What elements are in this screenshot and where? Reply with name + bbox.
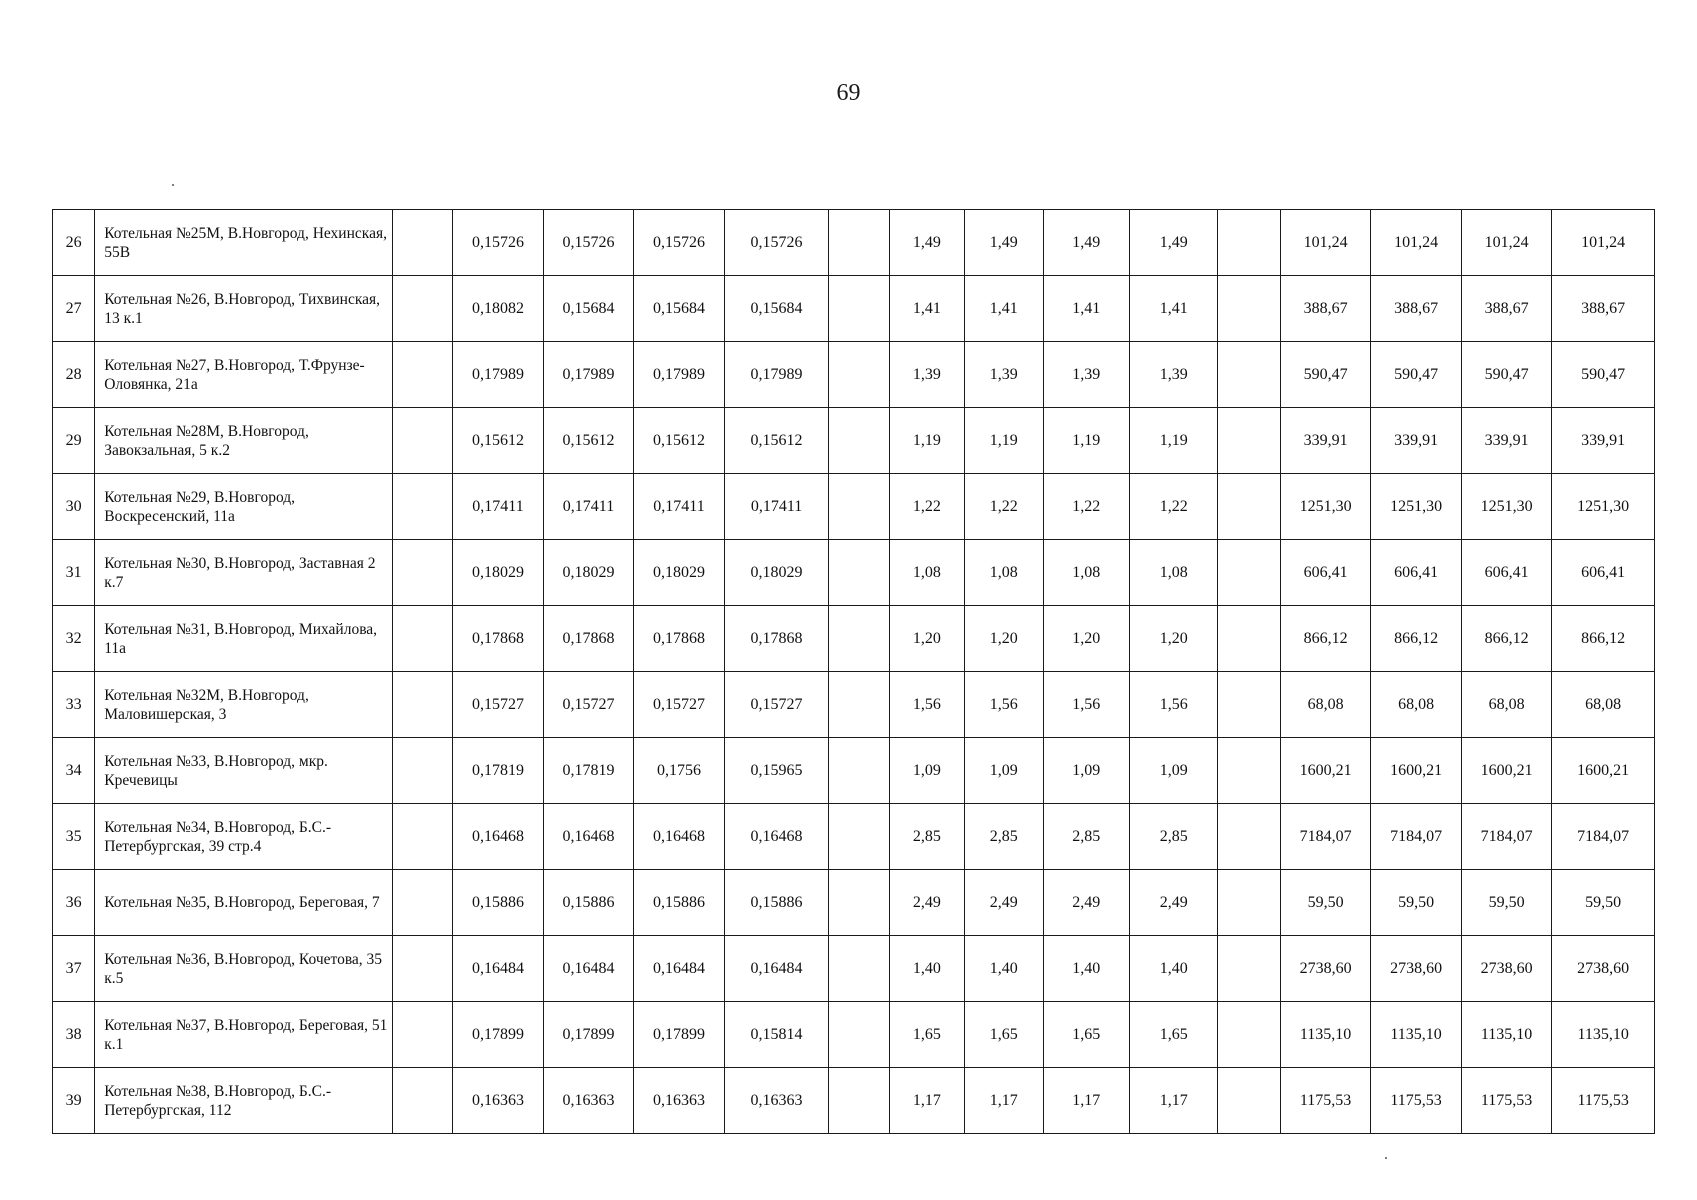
- value-cell: 1,41: [889, 276, 964, 342]
- empty-cell: [1218, 474, 1280, 540]
- boiler-name-cell: Котельная №37, В.Новгород, Береговая, 51 к.1: [95, 1002, 393, 1068]
- boiler-name-cell: Котельная №34, В.Новгород, Б.С.-Петербургская, 39 стр.4: [95, 804, 393, 870]
- value-cell: 68,08: [1461, 672, 1552, 738]
- table-body: [53, 210, 1655, 1134]
- boiler-name-cell: Котельная №32М, В.Новгород, Маловишерская, 3: [95, 672, 393, 738]
- empty-cell: [829, 210, 889, 276]
- value-cell: 0,16484: [634, 936, 725, 1002]
- value-cell: 1,09: [1129, 738, 1217, 804]
- boiler-name-cell: Котельная №28М, В.Новгород, Завокзальная, 5 к.2: [95, 408, 393, 474]
- value-cell: 0,16468: [634, 804, 725, 870]
- value-cell: 0,15886: [634, 870, 725, 936]
- row-index-cell: 38: [53, 1002, 95, 1068]
- empty-cell: [1218, 1002, 1280, 1068]
- value-cell: 606,41: [1552, 540, 1655, 606]
- value-cell: 1,17: [1129, 1068, 1217, 1134]
- empty-cell: [829, 342, 889, 408]
- boiler-name-cell: Котельная №29, В.Новгород, Воскресенский, 11а: [95, 474, 393, 540]
- value-cell: 1,19: [965, 408, 1043, 474]
- value-cell: 0,18029: [543, 540, 634, 606]
- value-cell: 0,16363: [724, 1068, 829, 1134]
- empty-cell: [829, 408, 889, 474]
- empty-cell: [392, 1002, 452, 1068]
- value-cell: 866,12: [1371, 606, 1462, 672]
- empty-cell: [392, 540, 452, 606]
- value-cell: 2738,60: [1371, 936, 1462, 1002]
- value-cell: 1,22: [1043, 474, 1129, 540]
- value-cell: 1,41: [1043, 276, 1129, 342]
- empty-cell: [1218, 1068, 1280, 1134]
- value-cell: 606,41: [1461, 540, 1552, 606]
- empty-cell: [392, 606, 452, 672]
- value-cell: 1,08: [1043, 540, 1129, 606]
- empty-cell: [392, 804, 452, 870]
- value-cell: 1,39: [965, 342, 1043, 408]
- value-cell: 1135,10: [1371, 1002, 1462, 1068]
- value-cell: 1,56: [965, 672, 1043, 738]
- table-row: [53, 936, 1655, 1002]
- value-cell: 0,15612: [453, 408, 544, 474]
- scan-speck: [1385, 1157, 1387, 1159]
- value-cell: 1,40: [965, 936, 1043, 1002]
- boiler-name-cell: Котельная №33, В.Новгород, мкр. Кречевицы: [95, 738, 393, 804]
- table-row: [53, 738, 1655, 804]
- value-cell: 1,49: [965, 210, 1043, 276]
- value-cell: 7184,07: [1552, 804, 1655, 870]
- value-cell: 68,08: [1280, 672, 1371, 738]
- value-cell: 0,15684: [543, 276, 634, 342]
- value-cell: 866,12: [1280, 606, 1371, 672]
- value-cell: 1,65: [889, 1002, 964, 1068]
- value-cell: 0,18082: [453, 276, 544, 342]
- value-cell: 0,17989: [453, 342, 544, 408]
- table-row: [53, 606, 1655, 672]
- value-cell: 388,67: [1371, 276, 1462, 342]
- value-cell: 339,91: [1280, 408, 1371, 474]
- value-cell: 1175,53: [1461, 1068, 1552, 1134]
- boiler-name-cell: Котельная №38, В.Новгород, Б.С.-Петербургская, 112: [95, 1068, 393, 1134]
- value-cell: 1175,53: [1371, 1068, 1462, 1134]
- value-cell: 1,09: [889, 738, 964, 804]
- empty-cell: [829, 804, 889, 870]
- value-cell: 7184,07: [1280, 804, 1371, 870]
- value-cell: 2,85: [965, 804, 1043, 870]
- row-index-cell: 30: [53, 474, 95, 540]
- value-cell: 1251,30: [1461, 474, 1552, 540]
- table-row: [53, 1002, 1655, 1068]
- value-cell: 0,18029: [453, 540, 544, 606]
- value-cell: 388,67: [1461, 276, 1552, 342]
- value-cell: 68,08: [1371, 672, 1462, 738]
- value-cell: 0,18029: [724, 540, 829, 606]
- empty-cell: [1218, 342, 1280, 408]
- value-cell: 7184,07: [1461, 804, 1552, 870]
- value-cell: 1,56: [1043, 672, 1129, 738]
- value-cell: 1,39: [1043, 342, 1129, 408]
- value-cell: 0,15814: [724, 1002, 829, 1068]
- value-cell: 339,91: [1371, 408, 1462, 474]
- row-index-cell: 27: [53, 276, 95, 342]
- value-cell: 0,15726: [453, 210, 544, 276]
- value-cell: 0,17899: [453, 1002, 544, 1068]
- value-cell: 101,24: [1461, 210, 1552, 276]
- empty-cell: [392, 738, 452, 804]
- table-row: [53, 870, 1655, 936]
- value-cell: 590,47: [1461, 342, 1552, 408]
- empty-cell: [829, 870, 889, 936]
- empty-cell: [392, 1068, 452, 1134]
- value-cell: 0,17868: [634, 606, 725, 672]
- value-cell: 0,15965: [724, 738, 829, 804]
- value-cell: 1600,21: [1280, 738, 1371, 804]
- value-cell: 1,20: [1129, 606, 1217, 672]
- value-cell: 0,16468: [453, 804, 544, 870]
- empty-cell: [392, 936, 452, 1002]
- value-cell: 0,17819: [453, 738, 544, 804]
- value-cell: 0,16468: [724, 804, 829, 870]
- value-cell: 0,1756: [634, 738, 725, 804]
- table-row: [53, 1068, 1655, 1134]
- value-cell: 1175,53: [1552, 1068, 1655, 1134]
- row-index-cell: 26: [53, 210, 95, 276]
- value-cell: 0,17411: [543, 474, 634, 540]
- value-cell: 0,16484: [724, 936, 829, 1002]
- value-cell: 0,15684: [724, 276, 829, 342]
- value-cell: 0,15612: [634, 408, 725, 474]
- row-index-cell: 35: [53, 804, 95, 870]
- boiler-name-cell: Котельная №30, В.Новгород, Заставная 2 к.7: [95, 540, 393, 606]
- value-cell: 1,49: [889, 210, 964, 276]
- value-cell: 1,17: [889, 1068, 964, 1134]
- table-row: [53, 276, 1655, 342]
- table-row: [53, 672, 1655, 738]
- value-cell: 1600,21: [1552, 738, 1655, 804]
- boiler-name-cell: Котельная №27, В.Новгород, Т.Фрунзе-Оловянка, 21а: [95, 342, 393, 408]
- empty-cell: [1218, 276, 1280, 342]
- value-cell: 101,24: [1280, 210, 1371, 276]
- scan-speck: [172, 184, 174, 186]
- value-cell: 0,18029: [634, 540, 725, 606]
- value-cell: 1,20: [1043, 606, 1129, 672]
- value-cell: 339,91: [1461, 408, 1552, 474]
- value-cell: 0,17411: [634, 474, 725, 540]
- empty-cell: [392, 474, 452, 540]
- value-cell: 0,15726: [634, 210, 725, 276]
- value-cell: 1,08: [965, 540, 1043, 606]
- value-cell: 0,15727: [543, 672, 634, 738]
- value-cell: 0,15886: [453, 870, 544, 936]
- boiler-name-cell: Котельная №25М, В.Новгород, Нехинская, 55В: [95, 210, 393, 276]
- empty-cell: [829, 606, 889, 672]
- value-cell: 0,16363: [453, 1068, 544, 1134]
- value-cell: 1,65: [1129, 1002, 1217, 1068]
- value-cell: 1,08: [1129, 540, 1217, 606]
- value-cell: 0,17989: [543, 342, 634, 408]
- row-index-cell: 32: [53, 606, 95, 672]
- value-cell: 1,22: [889, 474, 964, 540]
- empty-cell: [829, 738, 889, 804]
- value-cell: 1,41: [965, 276, 1043, 342]
- value-cell: 59,50: [1280, 870, 1371, 936]
- empty-cell: [1218, 210, 1280, 276]
- value-cell: 1,49: [1129, 210, 1217, 276]
- row-index-cell: 36: [53, 870, 95, 936]
- value-cell: 1,20: [965, 606, 1043, 672]
- empty-cell: [1218, 936, 1280, 1002]
- value-cell: 0,15727: [453, 672, 544, 738]
- empty-cell: [1218, 738, 1280, 804]
- value-cell: 2738,60: [1461, 936, 1552, 1002]
- value-cell: 2,85: [889, 804, 964, 870]
- value-cell: 0,17819: [543, 738, 634, 804]
- value-cell: 2738,60: [1280, 936, 1371, 1002]
- value-cell: 866,12: [1552, 606, 1655, 672]
- value-cell: 1,22: [965, 474, 1043, 540]
- value-cell: 68,08: [1552, 672, 1655, 738]
- boiler-name-cell: Котельная №35, В.Новгород, Береговая, 7: [95, 870, 393, 936]
- value-cell: 1,40: [1129, 936, 1217, 1002]
- empty-cell: [1218, 804, 1280, 870]
- empty-cell: [392, 210, 452, 276]
- value-cell: 1,56: [1129, 672, 1217, 738]
- value-cell: 2738,60: [1552, 936, 1655, 1002]
- value-cell: 0,15886: [543, 870, 634, 936]
- value-cell: 1251,30: [1371, 474, 1462, 540]
- empty-cell: [1218, 408, 1280, 474]
- value-cell: 1,17: [965, 1068, 1043, 1134]
- value-cell: 866,12: [1461, 606, 1552, 672]
- value-cell: 1135,10: [1461, 1002, 1552, 1068]
- value-cell: 0,15726: [724, 210, 829, 276]
- empty-cell: [829, 936, 889, 1002]
- value-cell: 0,17868: [453, 606, 544, 672]
- empty-cell: [392, 342, 452, 408]
- value-cell: 0,15727: [634, 672, 725, 738]
- value-cell: 0,17868: [543, 606, 634, 672]
- row-index-cell: 33: [53, 672, 95, 738]
- value-cell: 0,16484: [453, 936, 544, 1002]
- value-cell: 0,17899: [634, 1002, 725, 1068]
- value-cell: 2,85: [1129, 804, 1217, 870]
- empty-cell: [392, 408, 452, 474]
- empty-cell: [1218, 870, 1280, 936]
- value-cell: 59,50: [1552, 870, 1655, 936]
- empty-cell: [1218, 606, 1280, 672]
- value-cell: 101,24: [1371, 210, 1462, 276]
- value-cell: 1,49: [1043, 210, 1129, 276]
- value-cell: 0,15726: [543, 210, 634, 276]
- value-cell: 590,47: [1371, 342, 1462, 408]
- value-cell: 2,49: [1043, 870, 1129, 936]
- value-cell: 388,67: [1280, 276, 1371, 342]
- row-index-cell: 34: [53, 738, 95, 804]
- value-cell: 0,15612: [724, 408, 829, 474]
- value-cell: 1,65: [965, 1002, 1043, 1068]
- value-cell: 606,41: [1371, 540, 1462, 606]
- empty-cell: [1218, 540, 1280, 606]
- table-row: [53, 804, 1655, 870]
- value-cell: 0,17411: [453, 474, 544, 540]
- value-cell: 0,15727: [724, 672, 829, 738]
- value-cell: 1,09: [1043, 738, 1129, 804]
- row-index-cell: 37: [53, 936, 95, 1002]
- value-cell: 0,15886: [724, 870, 829, 936]
- value-cell: 590,47: [1552, 342, 1655, 408]
- value-cell: 0,17411: [724, 474, 829, 540]
- value-cell: 1,39: [1129, 342, 1217, 408]
- value-cell: 1,56: [889, 672, 964, 738]
- empty-cell: [392, 870, 452, 936]
- value-cell: 1,19: [889, 408, 964, 474]
- table-row: [53, 408, 1655, 474]
- empty-cell: [392, 672, 452, 738]
- value-cell: 388,67: [1552, 276, 1655, 342]
- page-number: 69: [836, 80, 861, 106]
- table-row: [53, 540, 1655, 606]
- boiler-name-cell: Котельная №26, В.Новгород, Тихвинская, 13 к.1: [95, 276, 393, 342]
- value-cell: 1175,53: [1280, 1068, 1371, 1134]
- value-cell: 2,49: [889, 870, 964, 936]
- value-cell: 1,09: [965, 738, 1043, 804]
- value-cell: 1,40: [889, 936, 964, 1002]
- value-cell: 2,49: [965, 870, 1043, 936]
- value-cell: 0,16468: [543, 804, 634, 870]
- value-cell: 0,15612: [543, 408, 634, 474]
- value-cell: 1,08: [889, 540, 964, 606]
- value-cell: 1,20: [889, 606, 964, 672]
- empty-cell: [829, 540, 889, 606]
- boiler-table: [52, 209, 1655, 1134]
- value-cell: 0,17868: [724, 606, 829, 672]
- row-index-cell: 39: [53, 1068, 95, 1134]
- value-cell: 101,24: [1552, 210, 1655, 276]
- value-cell: 1,19: [1129, 408, 1217, 474]
- value-cell: 0,16363: [634, 1068, 725, 1134]
- value-cell: 1,17: [1043, 1068, 1129, 1134]
- boiler-table-container: [52, 209, 1655, 1134]
- value-cell: 0,15684: [634, 276, 725, 342]
- empty-cell: [829, 474, 889, 540]
- empty-cell: [1218, 672, 1280, 738]
- empty-cell: [829, 1068, 889, 1134]
- value-cell: 1135,10: [1552, 1002, 1655, 1068]
- value-cell: 1600,21: [1461, 738, 1552, 804]
- value-cell: 0,17989: [634, 342, 725, 408]
- value-cell: 1135,10: [1280, 1002, 1371, 1068]
- value-cell: 0,17989: [724, 342, 829, 408]
- value-cell: 2,49: [1129, 870, 1217, 936]
- value-cell: 1251,30: [1552, 474, 1655, 540]
- value-cell: 1,22: [1129, 474, 1217, 540]
- table-row: [53, 342, 1655, 408]
- value-cell: 7184,07: [1371, 804, 1462, 870]
- row-index-cell: 31: [53, 540, 95, 606]
- value-cell: 1,19: [1043, 408, 1129, 474]
- empty-cell: [829, 276, 889, 342]
- value-cell: 1,41: [1129, 276, 1217, 342]
- value-cell: 2,85: [1043, 804, 1129, 870]
- value-cell: 1600,21: [1371, 738, 1462, 804]
- empty-cell: [392, 276, 452, 342]
- value-cell: 0,16484: [543, 936, 634, 1002]
- value-cell: 1,65: [1043, 1002, 1129, 1068]
- value-cell: 1,39: [889, 342, 964, 408]
- value-cell: 590,47: [1280, 342, 1371, 408]
- empty-cell: [829, 672, 889, 738]
- boiler-name-cell: Котельная №31, В.Новгород, Михайлова, 11а: [95, 606, 393, 672]
- empty-cell: [829, 1002, 889, 1068]
- value-cell: 1,40: [1043, 936, 1129, 1002]
- value-cell: 339,91: [1552, 408, 1655, 474]
- table-row: [53, 474, 1655, 540]
- value-cell: 0,16363: [543, 1068, 634, 1134]
- value-cell: 606,41: [1280, 540, 1371, 606]
- row-index-cell: 28: [53, 342, 95, 408]
- table-row: [53, 210, 1655, 276]
- value-cell: 1251,30: [1280, 474, 1371, 540]
- row-index-cell: 29: [53, 408, 95, 474]
- boiler-name-cell: Котельная №36, В.Новгород, Кочетова, 35 к.5: [95, 936, 393, 1002]
- value-cell: 59,50: [1371, 870, 1462, 936]
- value-cell: 59,50: [1461, 870, 1552, 936]
- value-cell: 0,17899: [543, 1002, 634, 1068]
